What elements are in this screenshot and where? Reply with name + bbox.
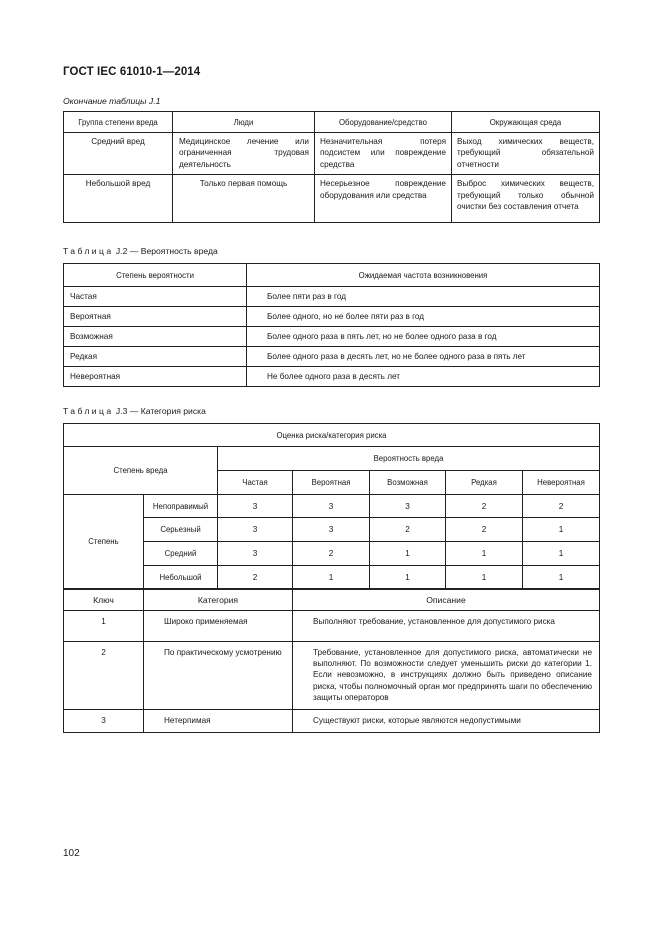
risk-value: 1	[446, 542, 523, 566]
table-row	[64, 327, 600, 347]
harm-degree-header: Степень вреда	[64, 447, 218, 495]
column-header: Ключ	[64, 590, 144, 611]
probability-label: Вероятная	[293, 471, 370, 495]
caption-title: J.3 — Категория риска	[113, 406, 206, 416]
table-row	[64, 542, 600, 566]
table-row	[64, 518, 600, 542]
risk-value: 2	[446, 518, 523, 542]
column-header: Люди	[173, 112, 315, 133]
column-header: Описание	[293, 590, 600, 611]
risk-matrix-table	[63, 423, 600, 589]
table-j2-caption	[63, 246, 218, 256]
probability-label: Редкая	[446, 471, 523, 495]
risk-value: 2	[446, 495, 523, 518]
table-j1	[63, 111, 600, 223]
risk-value: 1	[370, 542, 446, 566]
document-header: ГОСТ IEC 61010-1—2014	[63, 66, 201, 78]
table-cell: Более одного, но не более пяти раз в год	[247, 307, 600, 327]
table-title-row	[64, 424, 600, 447]
risk-value: 1	[370, 566, 446, 589]
table-j2	[63, 263, 600, 387]
table-row	[64, 175, 600, 223]
table-row	[64, 133, 600, 175]
table-cell: Несерьезное повреждение оборудования или средства	[315, 175, 452, 223]
severity-label: Серьезный	[144, 518, 218, 542]
column-header: Оборудование/средство	[315, 112, 452, 133]
risk-value: 3	[293, 518, 370, 542]
key-value: 2	[64, 642, 144, 710]
degree-label: Степень	[64, 495, 144, 589]
table-row	[64, 495, 600, 518]
table-row	[64, 642, 600, 710]
risk-value: 3	[293, 495, 370, 518]
table-cell: Частая	[64, 287, 247, 307]
table-cell: Вероятная	[64, 307, 247, 327]
table-cell: Более одного раза в десять лет, но не более одного раза в пять лет	[247, 347, 600, 367]
table-cell: Средний вред	[64, 133, 173, 175]
table-cell: Редкая	[64, 347, 247, 367]
caption-prefix: Таблица	[63, 406, 114, 416]
severity-label: Средний	[144, 542, 218, 566]
category-label: Широко применяемая	[144, 611, 293, 642]
table-row	[64, 347, 600, 367]
key-value: 1	[64, 611, 144, 642]
page-number: 102	[63, 848, 80, 859]
risk-value: 1	[523, 542, 600, 566]
probability-header: Вероятность вреда	[218, 447, 600, 471]
risk-key-table	[63, 589, 600, 733]
table-row	[64, 287, 600, 307]
risk-value: 2	[370, 518, 446, 542]
table-cell: Выход химических веществ, требующий обязательной отчетности	[452, 133, 600, 175]
probability-label: Невероятная	[523, 471, 600, 495]
probability-label: Возможная	[370, 471, 446, 495]
table-j3-caption	[63, 406, 206, 416]
table-cell: Более пяти раз в год	[247, 287, 600, 307]
risk-value: 1	[446, 566, 523, 589]
risk-value: 1	[523, 518, 600, 542]
risk-value: 2	[523, 495, 600, 518]
table-cell: Более одного раза в пять лет, но не более одного раза в год	[247, 327, 600, 347]
table-cell: Незначительная потеря подсистем или повреждение средства	[315, 133, 452, 175]
category-label: Нетерпимая	[144, 710, 293, 733]
table-cell: Небольшой вред	[64, 175, 173, 223]
risk-value: 1	[523, 566, 600, 589]
category-description: Существуют риски, которые являются недопустимыми	[293, 710, 600, 733]
column-header: Категория	[144, 590, 293, 611]
category-description: Требование, установленное для допустимого риска, автоматически не выполняют. По возможности следует уменьшить риски до категории 1. Если невозможно, в инструкциях должно быть приведено описание риска, чтобы полномочный орган мог предпринять шаги по обеспечению защиты операторов	[293, 642, 600, 710]
table-row	[64, 611, 600, 642]
caption-prefix: Таблица	[63, 246, 114, 256]
probability-label: Частая	[218, 471, 293, 495]
table-row	[64, 566, 600, 589]
table-cell: Только первая помощь	[173, 175, 315, 223]
risk-value: 1	[293, 566, 370, 589]
risk-value: 3	[218, 542, 293, 566]
table-row	[64, 367, 600, 387]
table-cell: Медицинское лечение или ограниченная трудовая деятельность	[173, 133, 315, 175]
table-header-row	[64, 590, 600, 611]
column-header: Степень вероятности	[64, 264, 247, 287]
severity-label: Непоправимый	[144, 495, 218, 518]
risk-value: 2	[293, 542, 370, 566]
matrix-title: Оценка риска/категория риска	[64, 424, 600, 447]
risk-value: 3	[218, 518, 293, 542]
table-row	[64, 307, 600, 327]
risk-value: 3	[218, 495, 293, 518]
column-header: Окружающая среда	[452, 112, 600, 133]
table-cell: Невероятная	[64, 367, 247, 387]
column-header: Группа степени вреда	[64, 112, 173, 133]
table-cell: Не более одного раза в десять лет	[247, 367, 600, 387]
table-cell: Возможная	[64, 327, 247, 347]
risk-value: 3	[370, 495, 446, 518]
table-cell: Выброс химических веществ, требующий только обычной очистки без составления отчета	[452, 175, 600, 223]
table-header-row	[64, 447, 600, 471]
risk-value: 2	[218, 566, 293, 589]
table-header-row	[64, 112, 600, 133]
severity-label: Небольшой	[144, 566, 218, 589]
table-header-row	[64, 264, 600, 287]
table-row	[64, 710, 600, 733]
table-j1-caption: Окончание таблицы J.1	[63, 96, 161, 106]
caption-title: J.2 — Вероятность вреда	[113, 246, 218, 256]
key-value: 3	[64, 710, 144, 733]
category-label: По практическому усмотрению	[144, 642, 293, 710]
column-header: Ожидаемая частота возникновения	[247, 264, 600, 287]
category-description: Выполняют требование, установленное для допустимого риска	[293, 611, 600, 642]
